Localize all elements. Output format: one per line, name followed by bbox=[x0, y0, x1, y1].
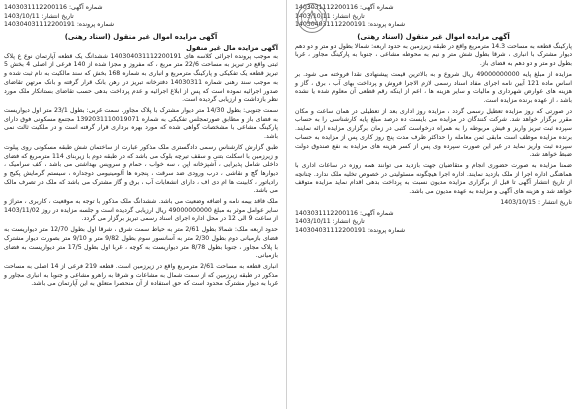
right-notice-paragraph: در صورتی که روز مزایده تعطیل رسمی گردد ، مزایده روز اداری بعد از تعطیلی در همان ساعت و مکان مقرر برگزار خواهد شد. شرکت کنندگان در مزایده می بایست ده درصد مبلغ پایه کارشناسی را به حساب سپرده ثبت تبریز واریز و فیش مربوطه را به همراه درخواست کتبی در زمان برگزاری مزایده ارائه نمایند. برنده مزایده موظف است مابقی ثمن معامله را حداکثر ظرف مدت پنج روز کاری پس از مزایده به حساب سپرده ثبت واریز نماید در غیر این صورت سپرده وی پس از کسر هزینه های مزایده به نفع صندوق دولت ضبط خواهد شد. bbox=[295, 107, 572, 159]
meta-publish-date: تاریخ انتشار: 1403/10/11 bbox=[295, 218, 365, 226]
right-notice-body bbox=[295, 43, 572, 197]
right-notice-footer-meta bbox=[295, 210, 572, 236]
left-notice-paragraph: حدود اربعه ملک: شمالا بطول 2/61 متر به حیاط سمت شرق ، شرقا اول بطول 12/70 متر دیواریست به فضای بازمیانی دوم بطول 2/30 متر به آسانسور سوم بطول 9/82 متر و 9/10 متر بصورت دیوار مشترک با پلاک مجاور ، جنوبا بطول 8/78 متر دیواریست به کوچه ، غربا اول بطول 17/5 متر دیواریست به فضای بازمیانی. bbox=[4, 226, 278, 260]
right-notice-column bbox=[290, 0, 576, 409]
left-notice-heading: آگهی مزایده اموال غیر منقول (اسناد رهنی) bbox=[64, 32, 218, 41]
official-seal-icon bbox=[296, 2, 328, 34]
left-notice-paragraph: طبق گزارش کارشناس رسمی دادگستری ملک مذکور عبارت از ساختمان شش طبقه مسکونی روی پیلوت و زیرزمین با اسکلت بتنی و سقف تیرچه بلوک می باشد که در طبقه دوم با زیربنای 114 مترمربع که فضای داخلی شامل پذیرایی ، آشپزخانه اپن ، سه خواب ، حمام و سرویس بهداشتی می باشد ، کف سرامیک ، دیوارها گچ و نقاشی ، درب ورودی ضد سرقت ، پنجره ها آلومینیومی دوجداره ، سیستم گرمایش پکیج و رادیاتور ، کابینت ها ام دی اف ، دارای انشعابات آب ، برق و گاز مشترک می باشد که ملک در تصرف مالک می باشد. bbox=[4, 143, 278, 195]
left-notice-paragraph: به موجب پرونده اجرائی کلاسه های 140304031112200191 ششدانگ یک قطعه آپارتمان نوع ع پلاک ثبتی واقع در تبریز به مساحت 22/6 متر مربع ، که مفروز و مجزا شده از 140 فرعی از اصلی 4 بخش 5 تبریز قطعه یک تفکیکی و پارکینگ مترمربع و انباری به شماره 168 بخش که سند مالکیت به نام ثبت شده و به موجب سند رهنی شماره 14030311 دفترخانه تبریز در رهن بانک قرار گرفته و بانک مرتهن تقاضای صدور اجرائیه نموده است که پس از ابلاغ اجرائیه و عدم پرداخت بدهی حسب تقاضای بستانکار ملک مورد نظر بازداشت و ارزیابی گردیده است. bbox=[4, 52, 278, 104]
column-divider bbox=[286, 0, 287, 409]
meta-case-number: شماره پرونده: 140304031112200191 bbox=[295, 226, 406, 234]
meta-publish-date: تاریخ انتشار: 1403/10/11 bbox=[4, 12, 74, 20]
meta-case-number: شماره پرونده: 140304031112200191 bbox=[4, 21, 115, 29]
right-notice-paragraph: مزایده از مبلغ پایه 49000000000 ریال شروع و به بالاترین قیمت پیشنهادی نقدا فروخته می شود. بر اساس ماده 121 آیین نامه اجرای مفاد اسناد رسمی لازم الاجرا فروش و پرداخت بهای آب ، برق ، گاز و هزینه های عوارض شهرداری و مالیات و سایر هزینه ها ، اعم از اینکه رقم قطعی آن معلوم شده یا نشده باشد ، از عهده برنده مزایده است. bbox=[295, 70, 572, 104]
left-notice-body bbox=[4, 53, 278, 289]
meta-publish-date: تاریخ انتشار: 1403/10/11 bbox=[295, 12, 365, 20]
meta-ad-number: شماره آگهی: 1403031112200116 bbox=[4, 4, 103, 11]
right-notice-paragraph: پارکینگ قطعه به مساحت 14.3 مترمربع واقع در طبقه زیرزمین به حدود اربعه: شمالا بطول دو متر و دو دهم دیوار مشترک با انباری ، شرقا بطول شش متر و نیم به محوطه مشاعی ، جنوبا به پارکینگ مجاور ، غربا بطول دو متر و دو دهم به فضای باز. bbox=[295, 42, 572, 68]
right-notice-date: تاریخ انتشار : 1403/10/15 bbox=[500, 198, 572, 206]
left-notice-title-line: آگهی مزایده مال غیر منقول bbox=[186, 43, 278, 52]
meta-ad-number: شماره آگهی: 1403031112200116 bbox=[295, 209, 394, 217]
left-notice-paragraph: انباری قطعه به مساحت 2/61 مترمربع واقع در زیرزمین است. قطعه 219 فرعی از 14 اصلی به مساحت مذکور در طبقه زیرزمین که از سمت شمال به مشاعات و شرقا به راهرو مشاعی و جنوبا به انباری مجاور و غربا به دیوار مشترک محدود است که حق استفاده از آن منحصرا متعلق به این آپارتمان می باشد. bbox=[4, 262, 278, 288]
left-notice-paragraph: سمت جنوبی: بطول 14/30 متر دیوار مشترک با پلاک مجاور. سمت غربی: بطول 23/1 متر اول دیواریست به فضای باز و مطابق صورتمجلس تفکیکی به شماره 1392031110019071 مجتمع مسکونی فوق دارای پارکینگ مشاعی با مشخصات گواهی شده که مورد بهره برداری قرار گرفته است و در ملکیت ثالث نمی باشد. bbox=[4, 107, 278, 141]
left-notice-paragraph: ملک فاقد بیمه نامه و اضافه وضعیت می باشد. ششدانگ ملک مذکور با توجه به موقعیت ، کاربری ، متراژ و سایر عوامل موثر به مبلغ 49000000000 ریال ارزیابی گردیده است و جلسه مزایده در روز 1403/11/02 از ساعت 9 الی 12 در محل اداره اجرای اسناد رسمی تبریز برگزار می گردد. bbox=[4, 198, 278, 223]
right-notice-heading: آگهی مزایده اموال غیر منقول (اسناد رهنی) bbox=[357, 32, 510, 41]
right-notice-meta bbox=[295, 4, 572, 30]
left-notice-column bbox=[0, 0, 283, 409]
left-notice-meta bbox=[4, 4, 278, 30]
meta-case-number: شماره پرونده: 140304031112200191 bbox=[295, 21, 406, 29]
meta-ad-number: شماره آگهی: 1403031112200116 bbox=[295, 4, 394, 11]
right-notice-paragraph: ضمنا مزایده به صورت حضوری انجام و متقاضیان جهت بازدید می توانند همه روزه در ساعات اداری با هماهنگی اداره اجرا از ملک بازدید نمایند. اداره اجرا هیچگونه مسئولیتی در خصوص تخلیه ملک ندارد. چنانچه از تاریخ انتشار آگهی تا قبل از برگزاری مزایده مدیون نسبت به پرداخت بدهی اقدام نماید مزایده متوقف خواهد شد و هزینه های آگهی و مزایده به عهده مدیون می باشد. bbox=[295, 161, 572, 196]
